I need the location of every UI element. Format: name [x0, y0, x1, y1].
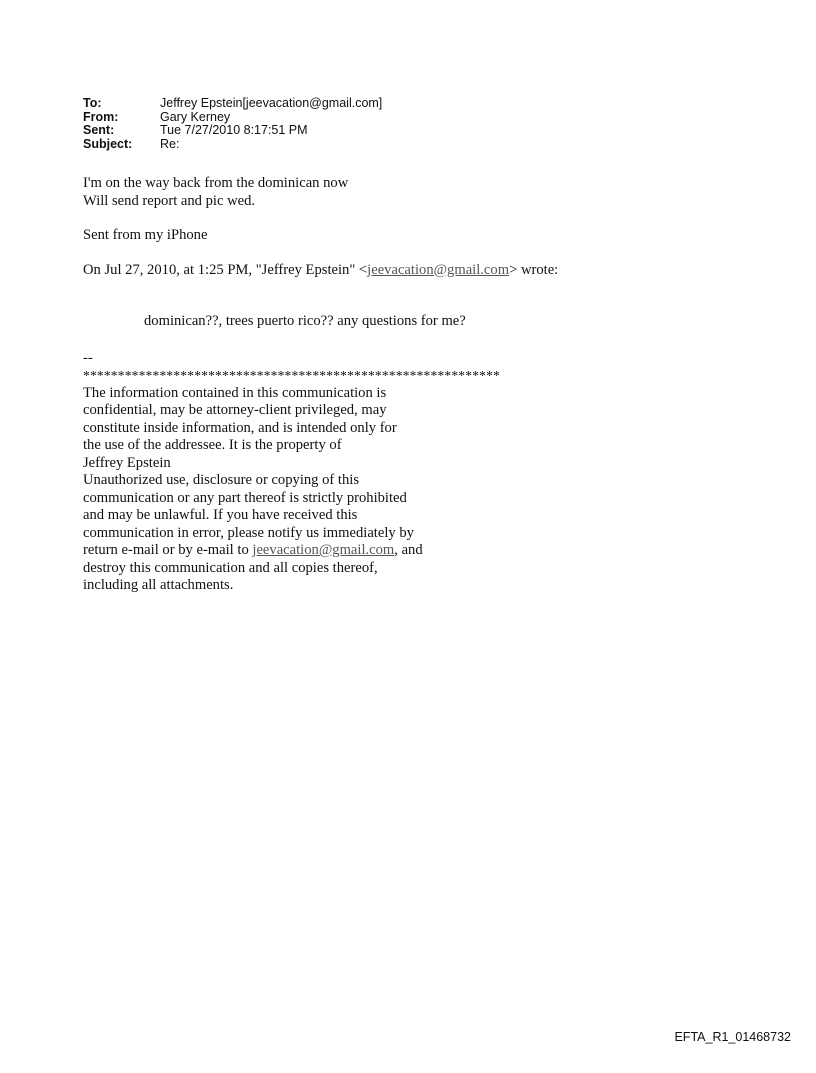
email-header — [83, 97, 382, 151]
to-label: To: — [83, 96, 102, 110]
quote-intro — [83, 262, 558, 280]
to-row — [83, 97, 382, 111]
disclaimer-email-link[interactable]: jeevacation@gmail.com — [252, 542, 395, 558]
quote-intro-email-link[interactable]: jeevacation@gmail.com — [367, 261, 510, 278]
disclaimer-line: the use of the addressee. It is the property of — [83, 437, 342, 453]
disclaimer-line: confidential, may be attorney-client privileged, may — [83, 402, 387, 418]
quote-intro-suffix: > wrote: — [509, 261, 559, 278]
sent-value: Tue 7/27/2010 8:17:51 PM — [160, 123, 308, 137]
message-line: Will send report and pic wed. — [83, 192, 256, 209]
to-value: Jeffrey Epstein[jeevacation@gmail.com] — [160, 96, 383, 110]
disclaimer-line: Unauthorized use, disclosure or copying of this — [83, 472, 360, 488]
separator-stars: ************************************************************ — [83, 368, 500, 383]
disclaimer-line: including all attachments. — [83, 577, 234, 593]
disclaimer-text: return e-mail or by e-mail to — [83, 542, 253, 558]
subject-row — [83, 138, 382, 152]
disclaimer-line: communication or any part thereof is strictly prohibited — [83, 489, 407, 506]
disclaimer-line: and may be unlawful. If you have received this — [83, 507, 358, 523]
subject-label: Subject: — [83, 136, 133, 151]
disclaimer-line: communication in error, please notify us immediately by — [83, 524, 414, 541]
quoted-message: dominican??, trees puerto rico?? any questions for me? — [144, 313, 466, 329]
disclaimer-line: destroy this communication and all copies thereof, — [83, 559, 378, 576]
disclaimer-line: constitute inside information, and is intended only for — [83, 419, 397, 436]
signature-paragraph — [83, 227, 558, 245]
signature-dashes: -- — [83, 349, 93, 366]
subject-value: Re: — [160, 136, 180, 151]
message-paragraph — [83, 175, 558, 210]
document-id: EFTA_R1_01468732 — [674, 1030, 791, 1044]
email-body — [83, 175, 558, 595]
disclaimer — [83, 385, 558, 595]
disclaimer-line: The information contained in this communication is — [83, 384, 387, 401]
quote-intro-prefix: On Jul 27, 2010, at 1:25 PM, "Jeffrey Epstein" < — [83, 261, 368, 278]
disclaimer-line — [83, 542, 558, 560]
sent-label: Sent: — [83, 123, 115, 137]
sent-row — [83, 124, 382, 138]
from-value: Gary Kerney — [160, 109, 231, 124]
message-line: I'm on the way back from the dominican now — [83, 175, 349, 191]
from-row — [83, 111, 382, 125]
disclaimer-text: , and — [394, 542, 423, 558]
disclaimer-line: Jeffrey Epstein — [83, 454, 171, 471]
from-label: From: — [83, 109, 119, 124]
mobile-signature: Sent from my iPhone — [83, 227, 208, 243]
